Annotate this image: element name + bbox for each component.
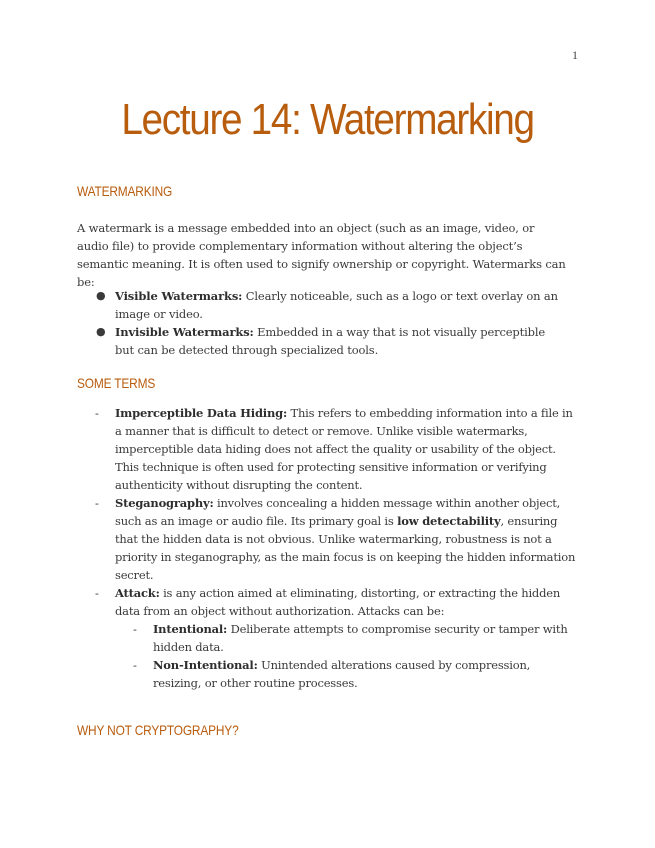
term-emphasis: low detectability — [397, 514, 501, 528]
bullet-term: Invisible Watermarks: — [115, 325, 254, 339]
term-label: Imperceptible Data Hiding: — [115, 406, 288, 420]
page-number: 1 — [572, 48, 578, 62]
attack-types-list — [115, 620, 577, 692]
term-text-continued: , ensuring that the hidden data is not obvious. Unlike watermarking, robustness is not a priority in steganography, as the main focus is on keeping the hidden information secret. — [115, 514, 576, 582]
list-item — [77, 404, 577, 494]
section-heading-some-terms: SOME TERMS — [77, 375, 156, 391]
list-item — [77, 287, 567, 323]
bullet-icon: ● — [96, 289, 106, 302]
page-title: Lecture 14: Watermarking — [121, 95, 534, 144]
term-text: is any action aimed at eliminating, distorting, or extracting the hidden data from an object without authorization. Attacks can be: — [115, 586, 561, 618]
section-heading-why-not-cryptography: WHY NOT CRYPTOGRAPHY? — [77, 722, 239, 738]
term-label: Steganography: — [115, 496, 214, 510]
list-item — [77, 584, 577, 692]
attack-type-text: Unintended alterations caused by compression, resizing, or other routine processes. — [153, 658, 531, 690]
dash-marker: - — [95, 406, 99, 420]
attack-type-label: Intentional: — [153, 622, 228, 636]
dash-marker: - — [95, 586, 99, 600]
section-heading-watermarking: WATERMARKING — [77, 183, 173, 199]
watermarking-intro: A watermark is a message embedded into an object (such as an image, video, or audio file) to provide complementary information without altering the object’s semantic meaning. It is often used to signify ownership or copyright. Watermarks can be: — [77, 221, 566, 289]
bullet-term: Visible Watermarks: — [115, 289, 243, 303]
term-text: This refers to embedding information into a file in a manner that is difficult to detect or remove. Unlike visible watermarks, imperceptible data hiding does not affect the quality or usability of the object. This technique is often used for protecting sensitive information or verifying authenticity without disrupting the content. — [115, 406, 573, 492]
list-item — [115, 620, 577, 656]
terms-list — [77, 404, 577, 692]
list-item — [77, 323, 567, 359]
term-text: involves concealing a hidden message within another object, such as an image or audio file. Its primary goal is — [115, 496, 561, 528]
dash-marker: - — [133, 622, 137, 636]
dash-marker: - — [95, 496, 99, 510]
bullet-icon: ● — [96, 325, 106, 338]
list-item — [77, 494, 577, 584]
term-label: Attack: — [115, 586, 160, 600]
bullet-text: Clearly noticeable, such as a logo or text overlay on an image or video. — [115, 289, 558, 321]
attack-type-text: Deliberate attempts to compromise security or tamper with hidden data. — [153, 622, 568, 654]
dash-marker: - — [133, 658, 137, 672]
attack-type-label: Non-Intentional: — [153, 658, 258, 672]
bullet-text: Embedded in a way that is not visually perceptible but can be detected through specialized tools. — [115, 325, 546, 357]
watermark-types-list — [77, 287, 567, 359]
list-item — [115, 656, 577, 692]
